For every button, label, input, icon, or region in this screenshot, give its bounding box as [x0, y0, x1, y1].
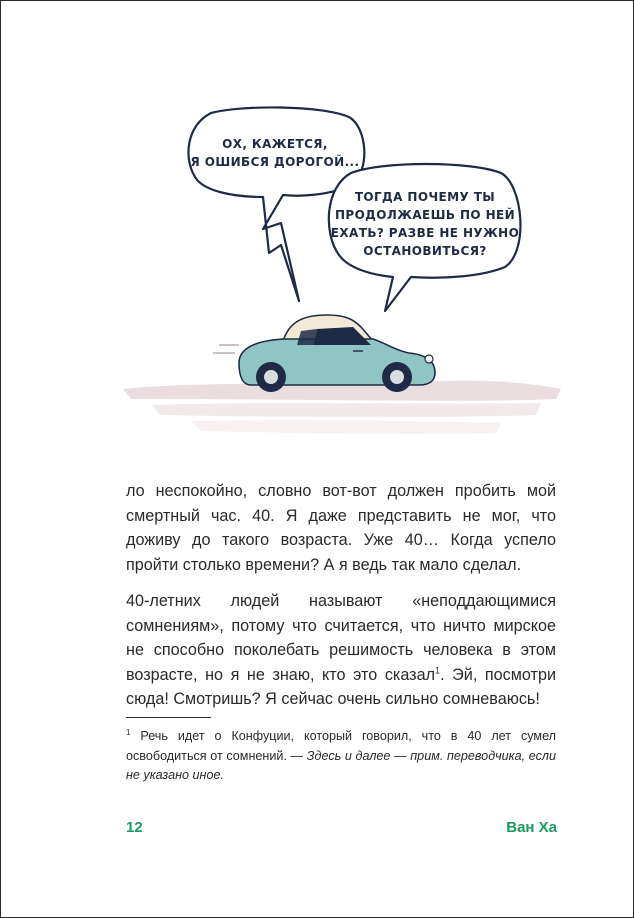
- car: [213, 315, 435, 392]
- page-number: 12: [126, 819, 143, 836]
- paragraph-1: ло неспокойно, словно вот-вот должен пробить мой смертный час. 40. Я даже представить не мог, что доживу до такого возраста. Уже 40… Когда успело пройти столько времени? А я ведь так мало сделал.: [126, 482, 556, 574]
- paragraph-2-text: 40-летних людей называют «неподдающимися сомнениям», потому что считается, что ничто мирское не способно поколебать решимость человека в этом возрасте, но я не знаю, кто это сказал: [126, 592, 556, 684]
- bubble-right-line-1: ТОГДА ПОЧЕМУ ТЫ: [354, 190, 496, 204]
- bubble-left-line-1: ОХ, КАЖЕТСЯ,: [222, 137, 328, 151]
- road-wash: [123, 381, 561, 434]
- car-illustration: [1, 1, 633, 461]
- bubble-right-line-2: ПРОДОЛЖАЕШЬ ПО НЕЙ: [334, 208, 516, 222]
- footnote: [126, 723, 556, 786]
- footnote-text: Речь идет о Конфуции, который говорил, что в 40 лет сумел освободиться от сомнений. —: [126, 729, 556, 763]
- speech-bubble-right: [329, 164, 521, 311]
- footnote-reference[interactable]: 1: [435, 665, 441, 676]
- footnote-marker: 1: [126, 728, 131, 737]
- footnote-divider: [126, 717, 211, 718]
- bubble-right-line-3: ЕХАТЬ? РАЗВЕ НЕ НУЖНО: [330, 226, 520, 240]
- footnote-italic-note: Здесь и далее — прим. переводчика, если не указано иное.: [126, 748, 557, 783]
- bubble-left-line-2: Я ОШИБСЯ ДОРОГОЙ...: [190, 155, 360, 169]
- paragraph-2-text-end: . Эй, посмотри сюда! Смотришь? Я сейчас очень сильно сомневаюсь!: [126, 665, 556, 709]
- running-footer-author: Ван Ха: [506, 819, 557, 836]
- bubble-right-line-4: ОСТАНОВИТЬСЯ?: [363, 244, 487, 258]
- paragraph-2: [126, 589, 556, 712]
